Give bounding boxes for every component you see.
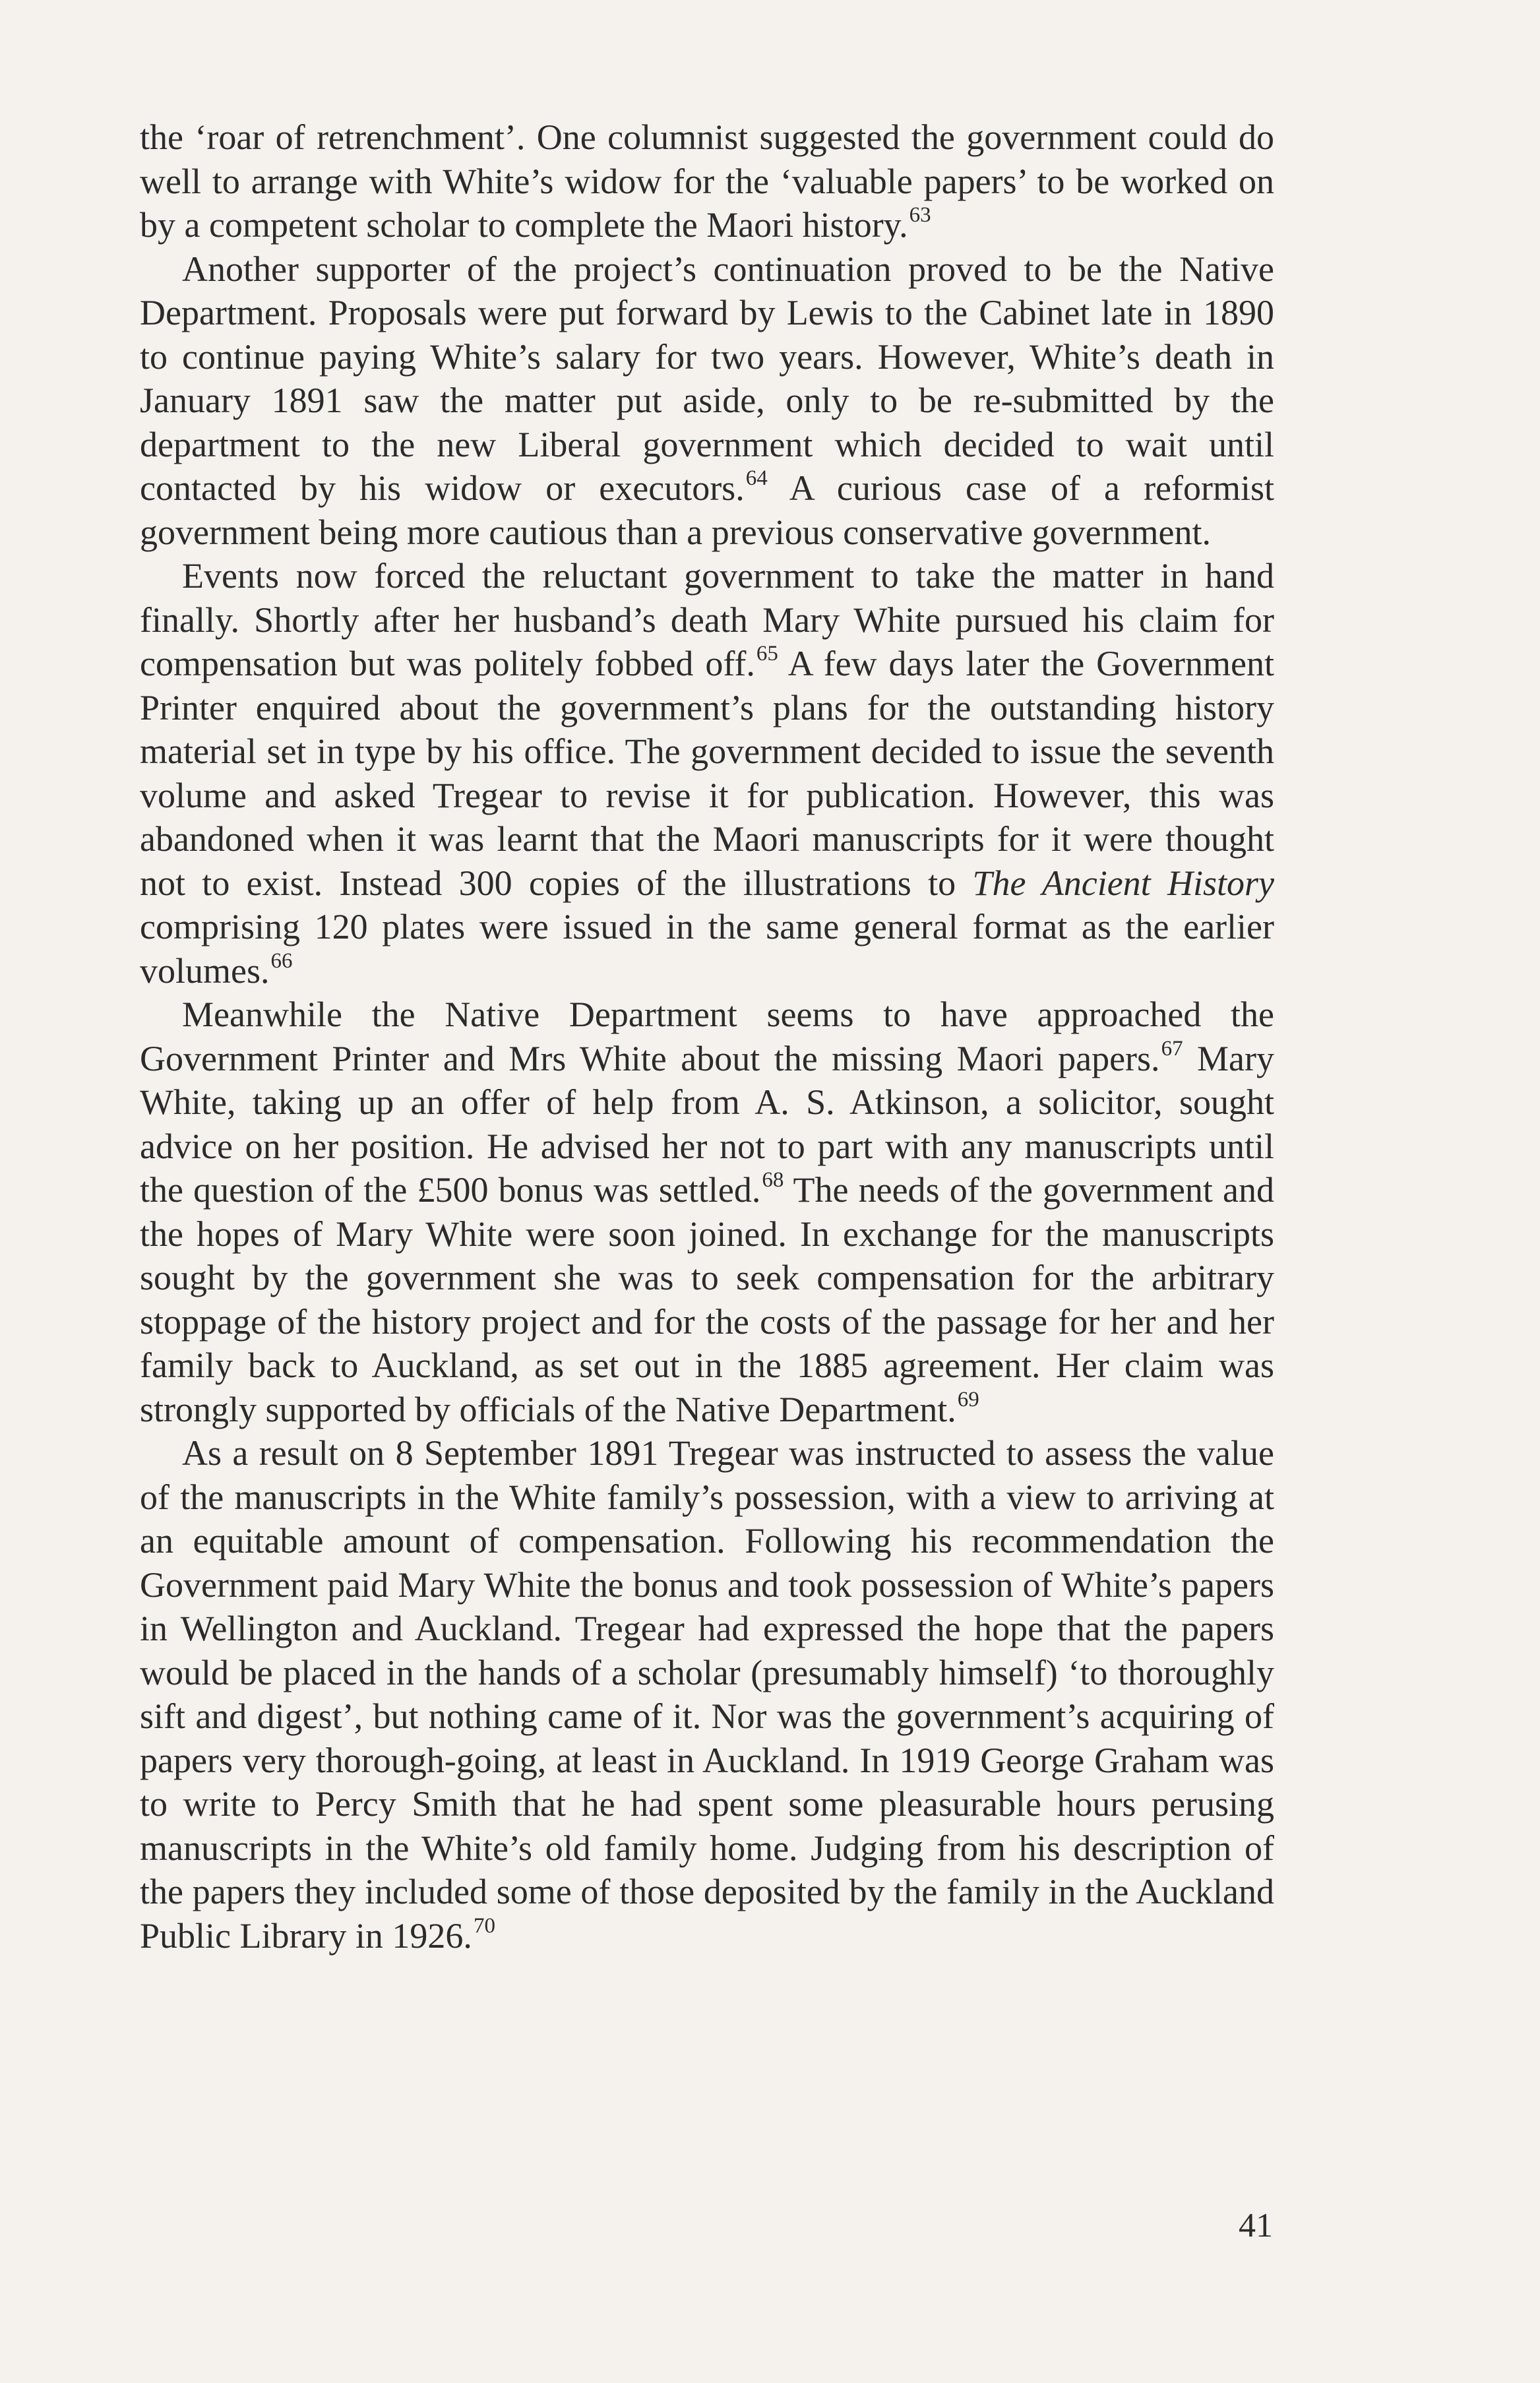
footnote-ref: 67 [1161, 1036, 1183, 1061]
text-run: Another supporter of the project’s continuation proved to be the Native Department. Proposals were put forward by Lewis to the Cabinet late in 1890 to continue paying White’s salary for two years. However, White’s death in January 1891 saw the matter put aside, only to be re-submitted by the department to the new Liberal government which decided to wait until contacted by his widow or executors. [140, 249, 1274, 508]
body-text [140, 115, 1274, 1958]
book-title: The Ancient History [972, 863, 1274, 903]
footnote-ref: 69 [957, 1387, 979, 1411]
footnote-ref: 64 [745, 466, 768, 490]
text-run: comprising 120 plates were issued in the same general format as the earlier volumes. [140, 907, 1274, 991]
text-run: The needs of the government and the hopes of Mary White were soon joined. In exchange for the manuscripts sought by the government she was to seek compensation for the arbitrary stoppage of the history project and for the costs of the passage for her and her family back to Auckland, as set out in the 1885 agreement. Her claim was strongly supported by officials of the Native Department. [140, 1170, 1274, 1429]
text-run: Meanwhile the Native Department seems to have approached the Government Printer and Mrs White about the missing Maori papers. [140, 995, 1274, 1078]
paragraph [140, 247, 1274, 555]
text-run: the ‘roar of retrenchment’. One columnist suggested the government could do well to arrange with White’s widow for the ‘valuable papers’ to be worked on by a competent scholar to complete the Maori history. [140, 117, 1274, 245]
footnote-ref: 68 [762, 1168, 784, 1192]
text-run: A few days later the Government Printer enquired about the government’s plans for the outstanding history material set in type by his office. The government decided to issue the seventh volume and asked Tregear to revise it for publication. However, this was abandoned when it was learnt that the Maori manuscripts for it were thought not to exist. Instead 300 copies of the illustrations to [140, 644, 1274, 903]
paragraph [140, 115, 1274, 247]
paragraph [140, 1431, 1274, 1958]
paragraph [140, 554, 1274, 993]
text-run: Events now forced the reluctant government to take the matter in hand finally. Shortly after her husband’s death Mary White pursued his claim for compensation but was politely fobbed off. [140, 556, 1274, 683]
text-run: As a result on 8 September 1891 Tregear was instructed to assess the value of the manuscripts in the White family’s possession, with a view to arriving at an equitable amount of compensation. Following his recommendation the Government paid Mary White the bonus and took possession of White’s papers in Wellington and Auckland. Tregear had expressed the hope that the papers would be placed in the hands of a scholar (presumably himself) ‘to thoroughly sift and digest’, but nothing came of it. Nor was the government’s acquiring of papers very thorough-going, at least in Auckland. In 1919 George Graham was to write to Percy Smith that he had spent some pleasurable hours perusing manuscripts in the White’s old family home. Judging from his description of the papers they included some of those deposited by the family in the Auckland Public Library in 1926. [140, 1433, 1274, 1956]
footnote-ref: 70 [473, 1913, 495, 1938]
footnote-ref: 66 [270, 948, 293, 973]
footnote-ref: 63 [909, 203, 931, 227]
text-run: A curious case of a reformist government being more cautious than a previous conservative government. [140, 468, 1275, 552]
text-run: Mary White, taking up an offer of help from A. S. Atkinson, a solicitor, sought advice on her position. He advised her not to part with any manuscripts until the question of the £500 bonus was settled. [140, 1038, 1275, 1210]
paragraph [140, 993, 1274, 1431]
footnote-ref: 65 [756, 642, 778, 665]
page-number: 41 [1239, 2207, 1273, 2244]
